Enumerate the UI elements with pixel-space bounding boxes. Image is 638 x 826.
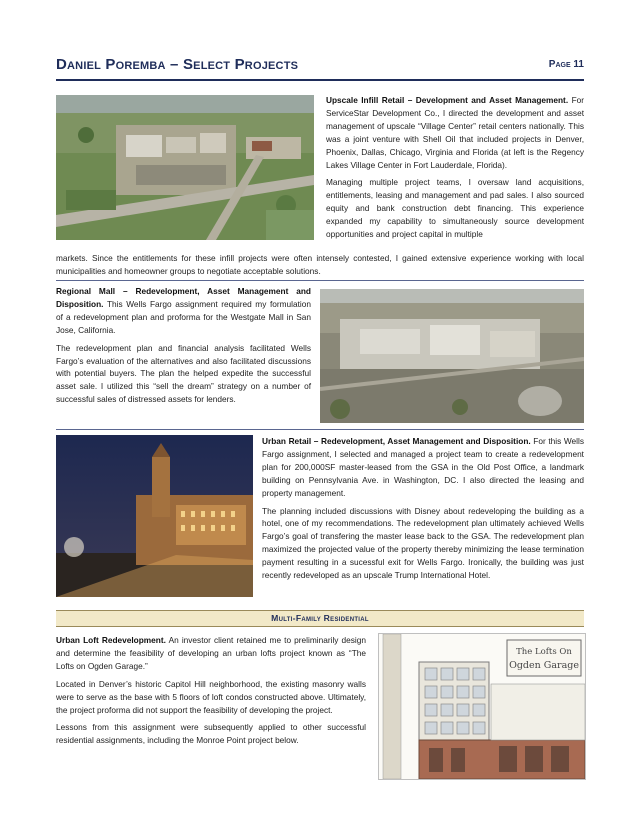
aerial-photo-village-center [56,95,314,240]
mall-paragraph-2: The redevelopment plan and financial analysis facilitated Wells Fargo’s evaluation of the alternatives and also facilitated discussions with potential buyers. The plan the helped expedite the successful asset sale. I utilized this “sell the dream” strategy on a number of successful sales of distressed assets for lenders. [56,342,311,405]
infill-continuation [56,252,584,278]
urban-paragraph-2: The planning included discussions with Disney about redeveloping the building as a hotel, one of my recommendations. The redevelopment plan ultimately achieved Wells Fargo’s goal of transfering the master lease back to the GSA. The redevelopment plan maximized the projected value of the property thereby minimizing the lease termination payment resulting in a sucessful exit for Wells Fargo. Ironically, the building was just recently redeveloped as an upscale Trump International Hotel. [262,505,584,581]
section-divider-1 [56,280,584,281]
loft-paragraph-2: Located in Denver’s historic Capitol Hill neighborhood, the existing masonry walls were to serve as the base with 5 floors of loft condos constructed above. Ultimately, the project proforma did not support the feasibility of developing the project. [56,678,366,715]
mall-paragraph-1 [56,285,311,337]
mall-body-1: This Wells Fargo assignment required my formulation of a redevelopment plan and proforma for the Westgate Mall in San Jose, California. [56,298,311,335]
loft-paragraph-3: Lessons from this assignment were subsequently applied to other successful residential assignments, including the Monroe Point project below. [56,722,366,746]
page-title: Daniel Poremba – Select Projects [56,56,299,73]
rendering-lofts-on-ogden [378,633,586,780]
section-divider-2 [56,429,584,430]
urban-paragraph-1 [262,435,584,500]
infill-paragraph-2: Managing multiple project teams, I oversaw land acquisitions, entitlements, leasing and management and pad sales. I also sourced equity and bank construction debt financing. This experience expanded my capability to simultaneously source development opportunities and project capital in multiple [326,177,584,240]
photo-old-post-office-night [56,435,253,597]
loft-paragraph-1 [56,634,366,673]
mall-heading: Regional Mall – Redevelopment, Asset Management and Disposition. [56,286,311,309]
aerial-photo-westgate-mall [320,289,584,423]
loft-sign-line-1: The Lofts On [516,647,572,657]
infill-project-block [326,94,584,241]
infill-body-1: For ServiceStar Development Co., I directed the development and asset management of upscale “Village Center” retail centers nationally. This was a joint venture with Shell Oil that included projects in Denver, Phoenix, Dallas, Chicago, Virginia and Florida (at left is the Regency Lakes Village Center in Fort Lauderdale, Florida). [326,95,585,170]
urban-body-1: For this Wells Fargo assignment, I selected and managed a project team to create a redevelopment plan for 200,000SF master-leased from the GSA in the Old Post Office, a landmark building on Pennsylvania Ave. in Washington, DC. I also directed the leasing and property management. [262,436,584,498]
section-band [56,610,584,627]
loft-heading: Urban Loft Redevelopment. [56,635,166,645]
header-rule [56,79,584,81]
loft-body-1: An investor client retained me to preliminarily design and determine the feasibility of developing an urban lofts project known as “The Lofts on Ogden Garage.” [56,635,366,671]
urban-heading: Urban Retail – Redevelopment, Asset Management and Disposition. [262,436,531,446]
page-number: Page 11 [548,59,584,70]
urban-project-block [262,435,584,582]
infill-heading: Upscale Infill Retail – Development and Asset Management. [326,95,569,105]
page-header [56,56,584,78]
infill-paragraph-1 [326,94,584,171]
mall-project-block [56,285,311,406]
section-title-multifamily: Multi-Family Residential [271,613,369,623]
infill-paragraph-2-continued: markets. Since the entitlements for these infill projects were often intensely contested, I gained extensive experience working with local municipalities and homeowner groups to negotiate acceptable solutions. [56,253,584,276]
loft-project-block [56,634,366,747]
loft-sign-line-2: Ogden Garage [509,660,579,671]
